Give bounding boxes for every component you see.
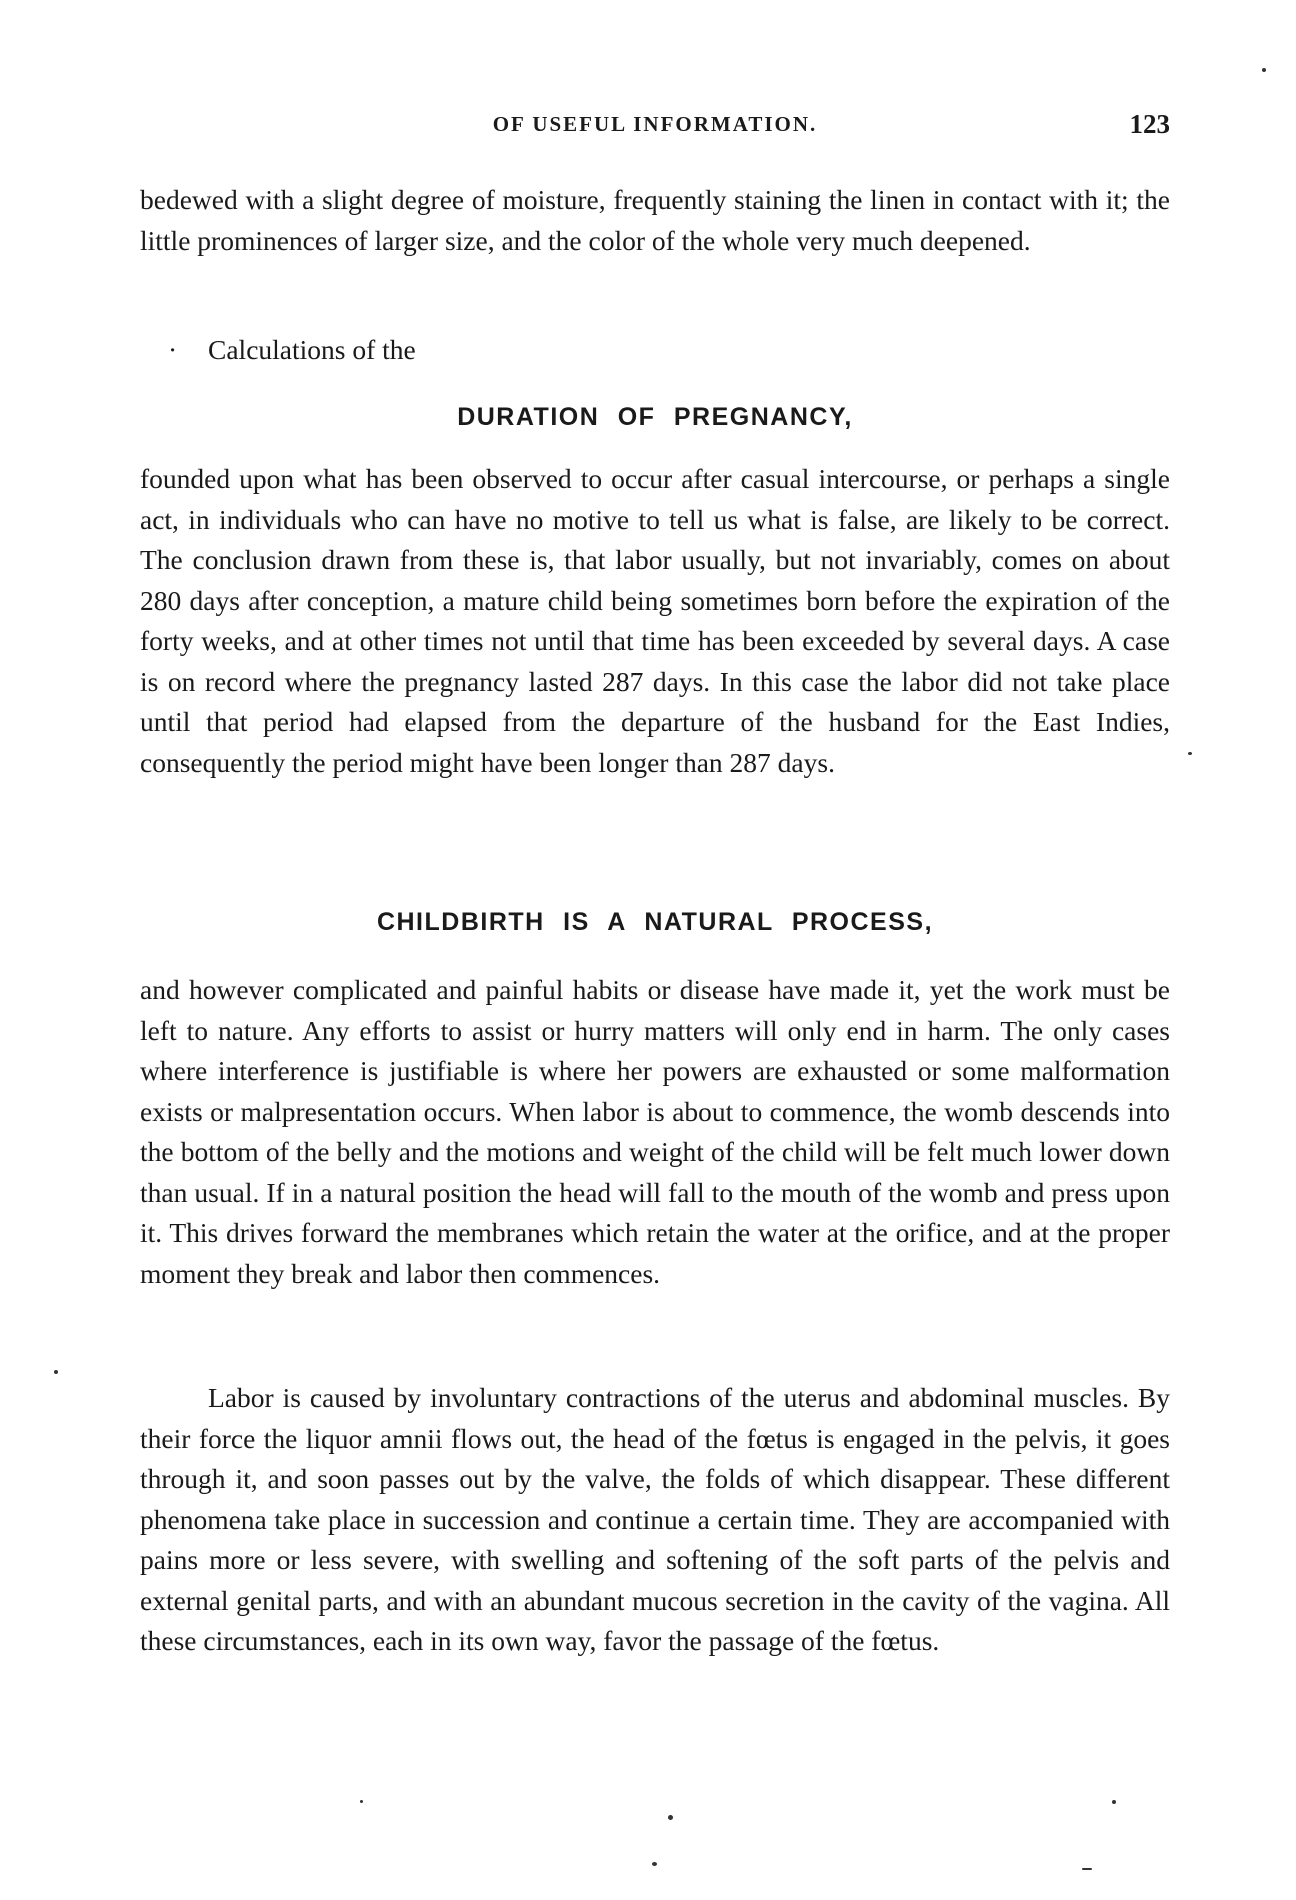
scan-speck [668, 1815, 673, 1820]
paragraph-labor [140, 1378, 1170, 1662]
paragraph-2: founded upon what has been observed to occur after casual intercourse, or perhaps a single act, in individuals who can have no motive to tell us what is false, are likely to be correct. The conclusion drawn from these is, that labor usually, but not invariably, comes on about 280 days after conception, a mature child being sometimes born before the expiration of the forty weeks, and at other times not until that time has been exceeded by several days. A case is on record where the pregnancy lasted 287 days. In this case the labor did not take place until that period had elapsed from the departure of the husband for the East Indies, consequently the period might have been longer than 287 days. [140, 463, 1170, 778]
lead-text: Calculations of the [208, 334, 416, 365]
bullet-dot: · [168, 334, 178, 365]
paragraph-1: bedewed with a slight degree of moisture, frequently staining the linen in contact with it; the little prominences of larger size, and the color of the whole very much deepened. [140, 184, 1170, 256]
section-heading-duration: DURATION OF PREGNANCY, [457, 403, 853, 431]
scan-speck [652, 1862, 657, 1866]
scan-speck [54, 1370, 58, 1374]
scan-speck [1112, 1800, 1116, 1804]
paragraph-4: Labor is caused by involuntary contractions of the uterus and abdominal muscles. By their force the liquor amnii flows out, the head of the fœtus is engaged in the pelvis, it goes through it, and soon passes out by the valve, the folds of which disappear. These different phenomena take place in succession and continue a certain time. They are accompanied with pains more or less severe, with swelling and softening of the soft parts of the pelvis and external genital parts, and with an abundant mucous secretion in the cavity of the vagina. All these circumstances, each in its own way, favor the passage of the fœtus. [140, 1382, 1170, 1656]
paragraph-continuation [140, 180, 1170, 261]
scan-speck [1262, 68, 1266, 72]
scan-speck [1188, 752, 1192, 755]
running-title: OF USEFUL INFORMATION. [492, 112, 818, 136]
paragraph-childbirth [140, 970, 1170, 1294]
paragraph-3: and however complicated and painful habits or disease have made it, yet the work must be left to nature. Any efforts to assist or hurry matters will only end in harm. The only cases where interference is justifiable is where her powers are exhausted or some malformation exists or malpresentation occurs. When labor is about to commence, the womb descends into the bottom of the belly and the motions and weight of the child will be felt much lower down than usual. If in a natural position the head will fall to the mouth of the womb and press upon it. This drives forward the membranes which retain the water at the orifice, and at the proper moment they break and labor then commences. [140, 974, 1170, 1289]
scan-speck [360, 1800, 363, 1803]
page-number: 123 [1129, 109, 1170, 139]
running-head [140, 109, 1170, 152]
scan-speck [1082, 1868, 1092, 1870]
paragraph-duration [140, 459, 1170, 783]
lead-line [140, 330, 1170, 370]
section-heading-childbirth: CHILDBIRTH IS A NATURAL PROCESS, [376, 908, 934, 936]
